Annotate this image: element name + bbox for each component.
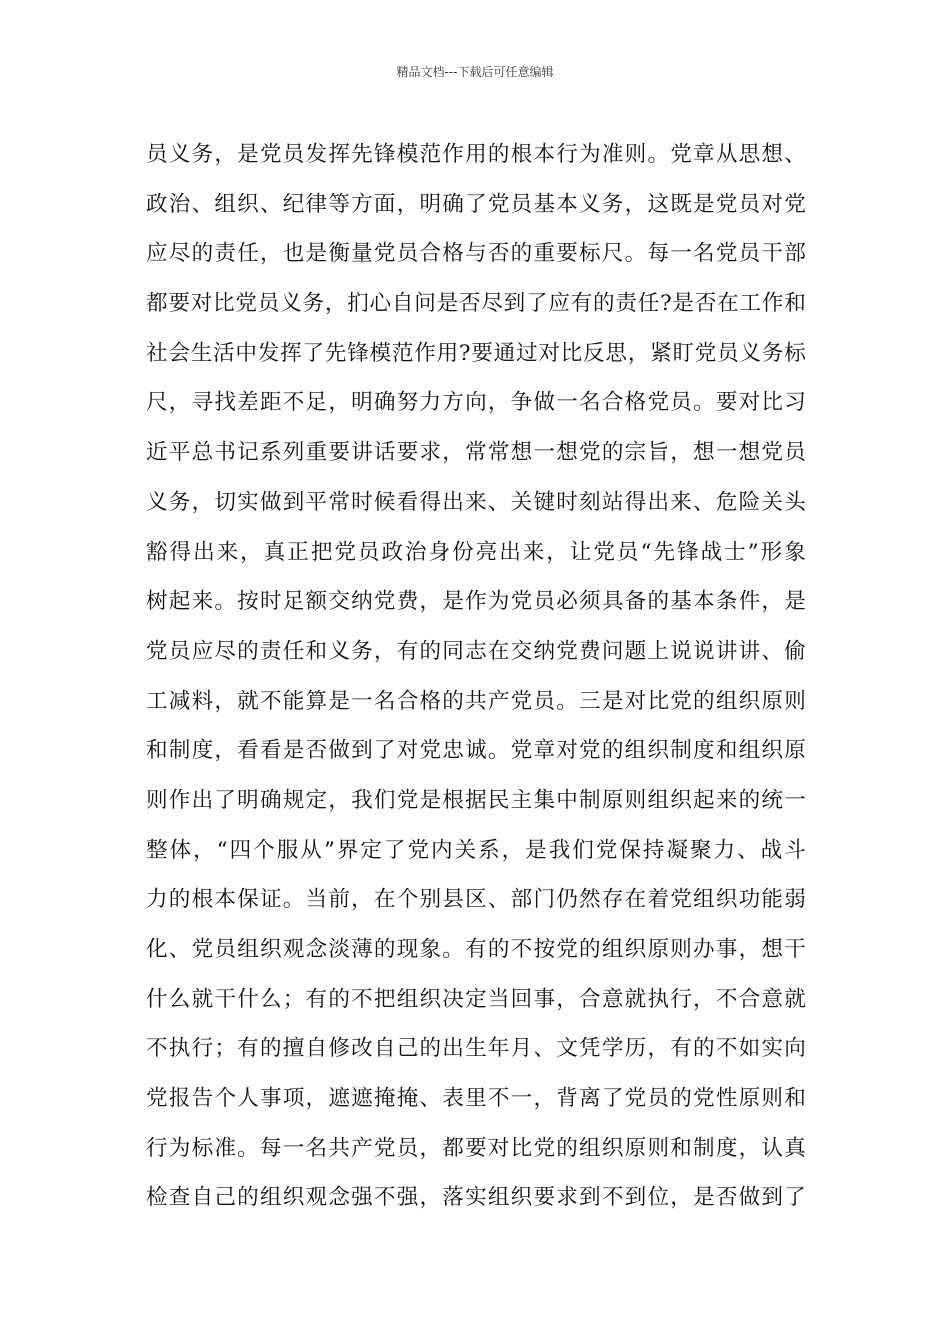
text-line: 义务，切实做到平常时候看得出来、关键时刻站得出来、危险关头: [146, 489, 806, 515]
text-line: 什么就干什么；有的不把组织决定当回事，合意就执行，不合意就: [146, 986, 806, 1012]
text-line: 党报告个人事项，遮遮掩掩、表里不一，背离了党员的党性原则和: [146, 1086, 806, 1112]
text-line: 不执行；有的擅自修改自己的出生年月、文凭学历，有的不如实向: [146, 1036, 806, 1062]
text-line: 近平总书记系列重要讲话要求，常常想一想党的宗旨，想一想党员: [146, 440, 806, 466]
text-line: 力的根本保证。当前，在个别县区、部门仍然存在着党组织功能弱: [146, 887, 806, 913]
text-line: 尺，寻找差距不足，明确努力方向，争做一名合格党员。要对比习: [146, 390, 806, 416]
text-line: 政治、组织、纪律等方面，明确了党员基本义务，这既是党员对党: [146, 191, 806, 217]
text-line: 工减料，就不能算是一名合格的共产党员。三是对比党的组织原则: [146, 688, 806, 714]
text-line: 员义务，是党员发挥先锋模范作用的根本行为准则。党章从思想、: [146, 142, 806, 167]
text-line: 化、党员组织观念淡薄的现象。有的不按党的组织原则办事，想干: [146, 937, 806, 962]
text-line: 则作出了明确规定，我们党是根据民主集中制原则组织起来的统一: [146, 787, 806, 813]
text-line: 都要对比党员义务，扪心自问是否尽到了应有的责任?是否在工作和: [146, 291, 806, 317]
text-line: 应尽的责任，也是衡量党员合格与否的重要标尺。每一名党员干部: [146, 241, 806, 267]
body-paragraph: [146, 130, 806, 1223]
text-line: 行为标准。每一名共产党员，都要对比党的组织原则和制度，认真: [146, 1135, 806, 1161]
text-line: 检查自己的组织观念强不强，落实组织要求到不到位，是否做到了: [146, 1185, 806, 1211]
text-line: 豁得出来，真正把党员政治身份亮出来，让党员“先锋战士”形象: [146, 539, 806, 565]
text-line: 党员应尽的责任和义务，有的同志在交纳党费问题上说说讲讲、偷: [146, 638, 806, 664]
text-line: 整体，“四个服从”界定了党内关系，是我们党保持凝聚力、战斗: [146, 837, 806, 863]
text-line: 和制度，看看是否做到了对党忠诚。党章对党的组织制度和组织原: [146, 738, 806, 764]
page-header: 精品文档---下载后可任意编辑: [396, 65, 554, 79]
text-line: 社会生活中发挥了先锋模范作用?要通过对比反思，紧盯党员义务标: [146, 340, 806, 366]
text-line: 树起来。按时足额交纳党费，是作为党员必须具备的基本条件，是: [146, 589, 806, 615]
